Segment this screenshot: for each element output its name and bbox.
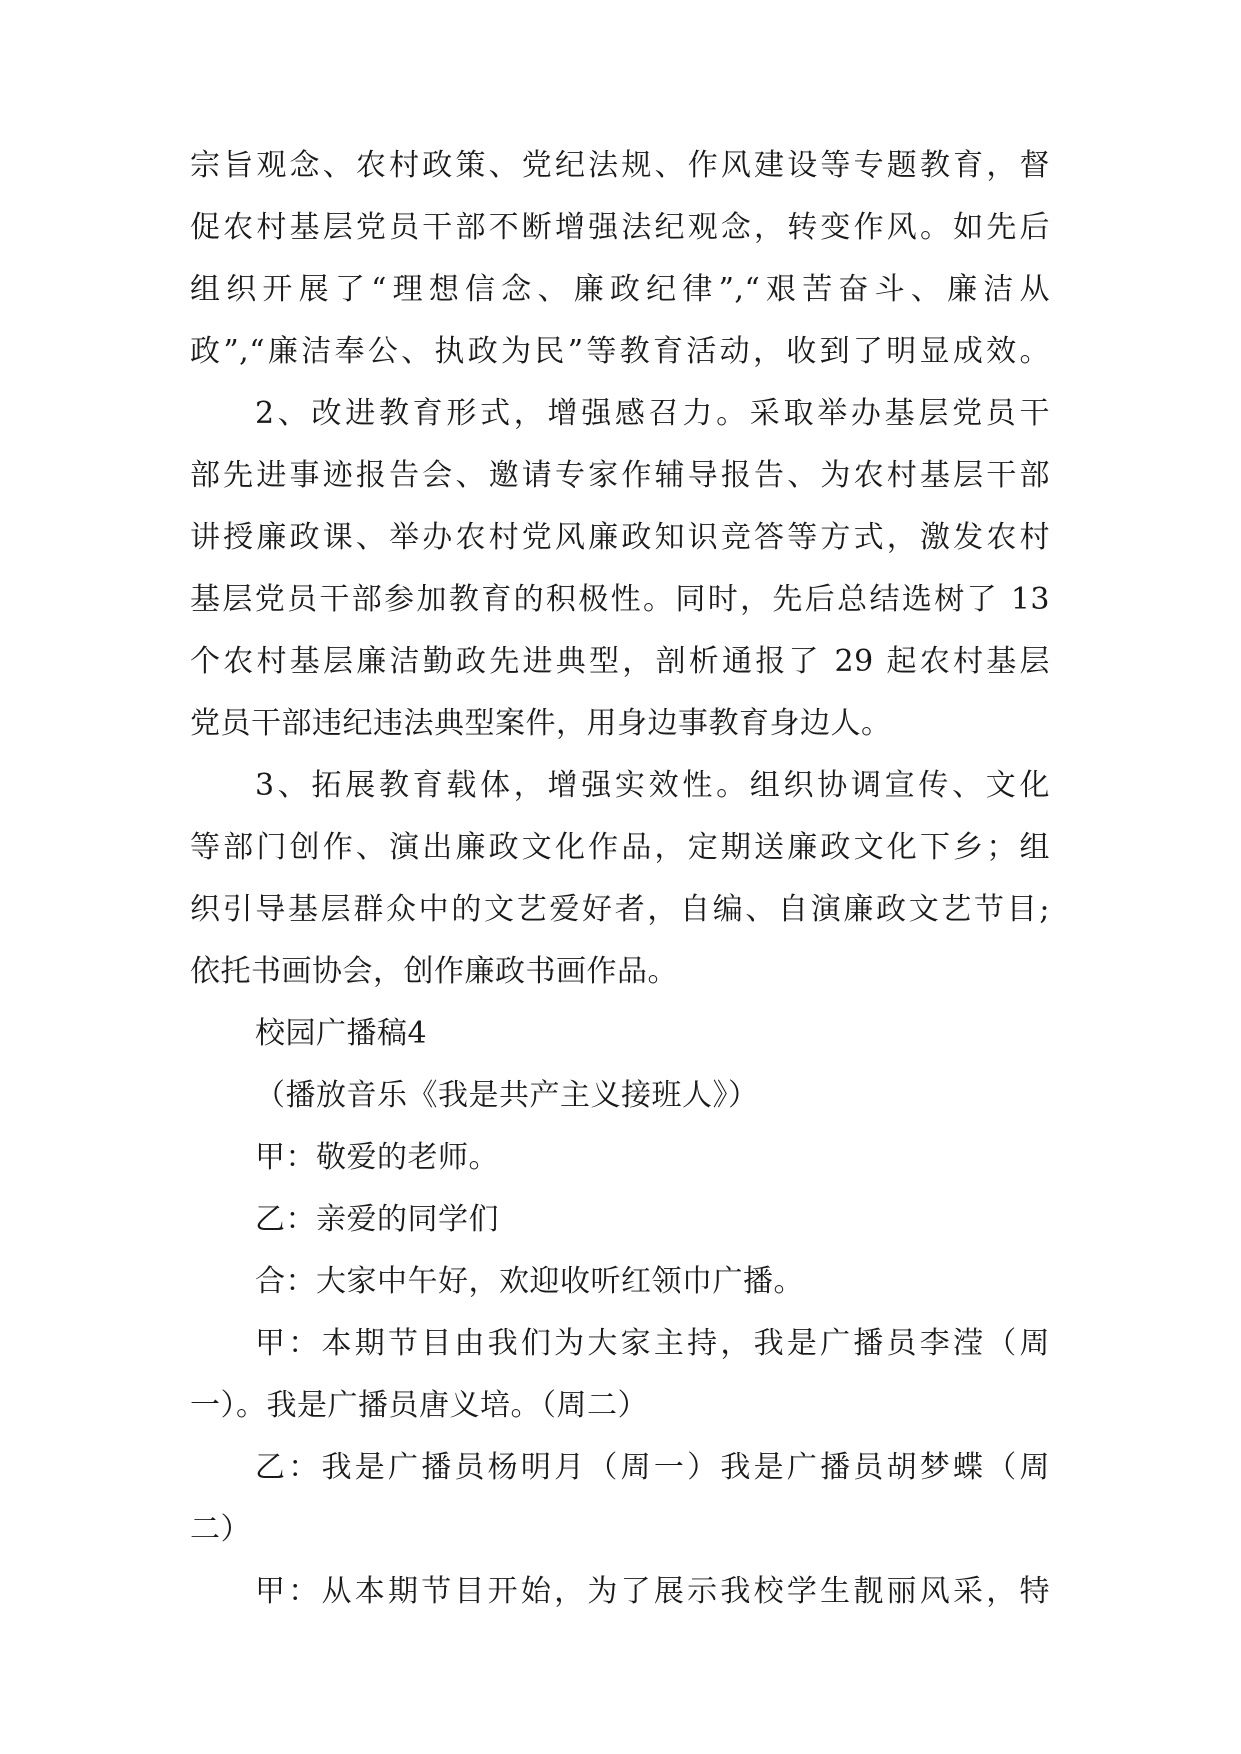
text-line-6: 部先进事迹报告会、邀请专家作辅导报告、为农村基层干部 bbox=[190, 458, 1050, 493]
text-line-5: 2、改进教育形式，增强感召力。采取举办基层党员干 bbox=[255, 396, 1050, 431]
text-line-16: （播放音乐《我是共产主义接班人》） bbox=[255, 1078, 759, 1113]
text-line-14: 依托书画协会，创作廉政书画作品。 bbox=[190, 954, 678, 989]
text-line-12: 等部门创作、演出廉政文化作品，定期送廉政文化下乡；组 bbox=[190, 830, 1050, 865]
text-line-17: 甲：敬爱的老师。 bbox=[255, 1140, 499, 1175]
text-line-20: 甲：本期节目由我们为大家主持，我是广播员李滢（周 bbox=[255, 1326, 1050, 1361]
text-line-10: 党员干部违纪违法典型案件，用身边事教育身边人。 bbox=[190, 706, 892, 741]
text-line-11: 3、拓展教育载体，增强实效性。组织协调宣传、文化 bbox=[255, 768, 1050, 803]
text-line-18: 乙：亲爱的同学们 bbox=[255, 1202, 499, 1237]
section-heading: 校园广播稿4 bbox=[255, 1016, 428, 1051]
text-line-2: 促农村基层党员干部不断增强法纪观念，转变作风。如先后 bbox=[190, 210, 1050, 245]
text-line-22: 乙：我是广播员杨明月（周一）我是广播员胡梦蝶（周 bbox=[255, 1450, 1050, 1485]
text-line-24: 甲：从本期节目开始，为了展示我校学生靓丽风采，特 bbox=[255, 1574, 1050, 1609]
text-line-7: 讲授廉政课、举办农村党风廉政知识竞答等方式，激发农村 bbox=[190, 520, 1050, 555]
text-line-21: 一）。我是广播员唐义培。（周二） bbox=[190, 1388, 648, 1423]
text-line-13: 织引导基层群众中的文艺爱好者，自编、自演廉政文艺节目; bbox=[190, 892, 1050, 927]
text-line-23: 二） bbox=[190, 1512, 251, 1547]
text-line-8: 基层党员干部参加教育的积极性。同时，先后总结选树了 13 bbox=[190, 582, 1050, 617]
text-line-4: 政”,“廉洁奉公、执政为民”等教育活动，收到了明显成效。 bbox=[190, 334, 1050, 369]
text-line-19: 合：大家中午好，欢迎收听红领巾广播。 bbox=[255, 1264, 804, 1299]
text-line-9: 个农村基层廉洁勤政先进典型，剖析通报了 29 起农村基层 bbox=[190, 644, 1050, 679]
text-line-3: 组织开展了“理想信念、廉政纪律”,“艰苦奋斗、廉洁从 bbox=[190, 272, 1050, 307]
text-line-1: 宗旨观念、农村政策、党纪法规、作风建设等专题教育，督 bbox=[190, 148, 1050, 183]
